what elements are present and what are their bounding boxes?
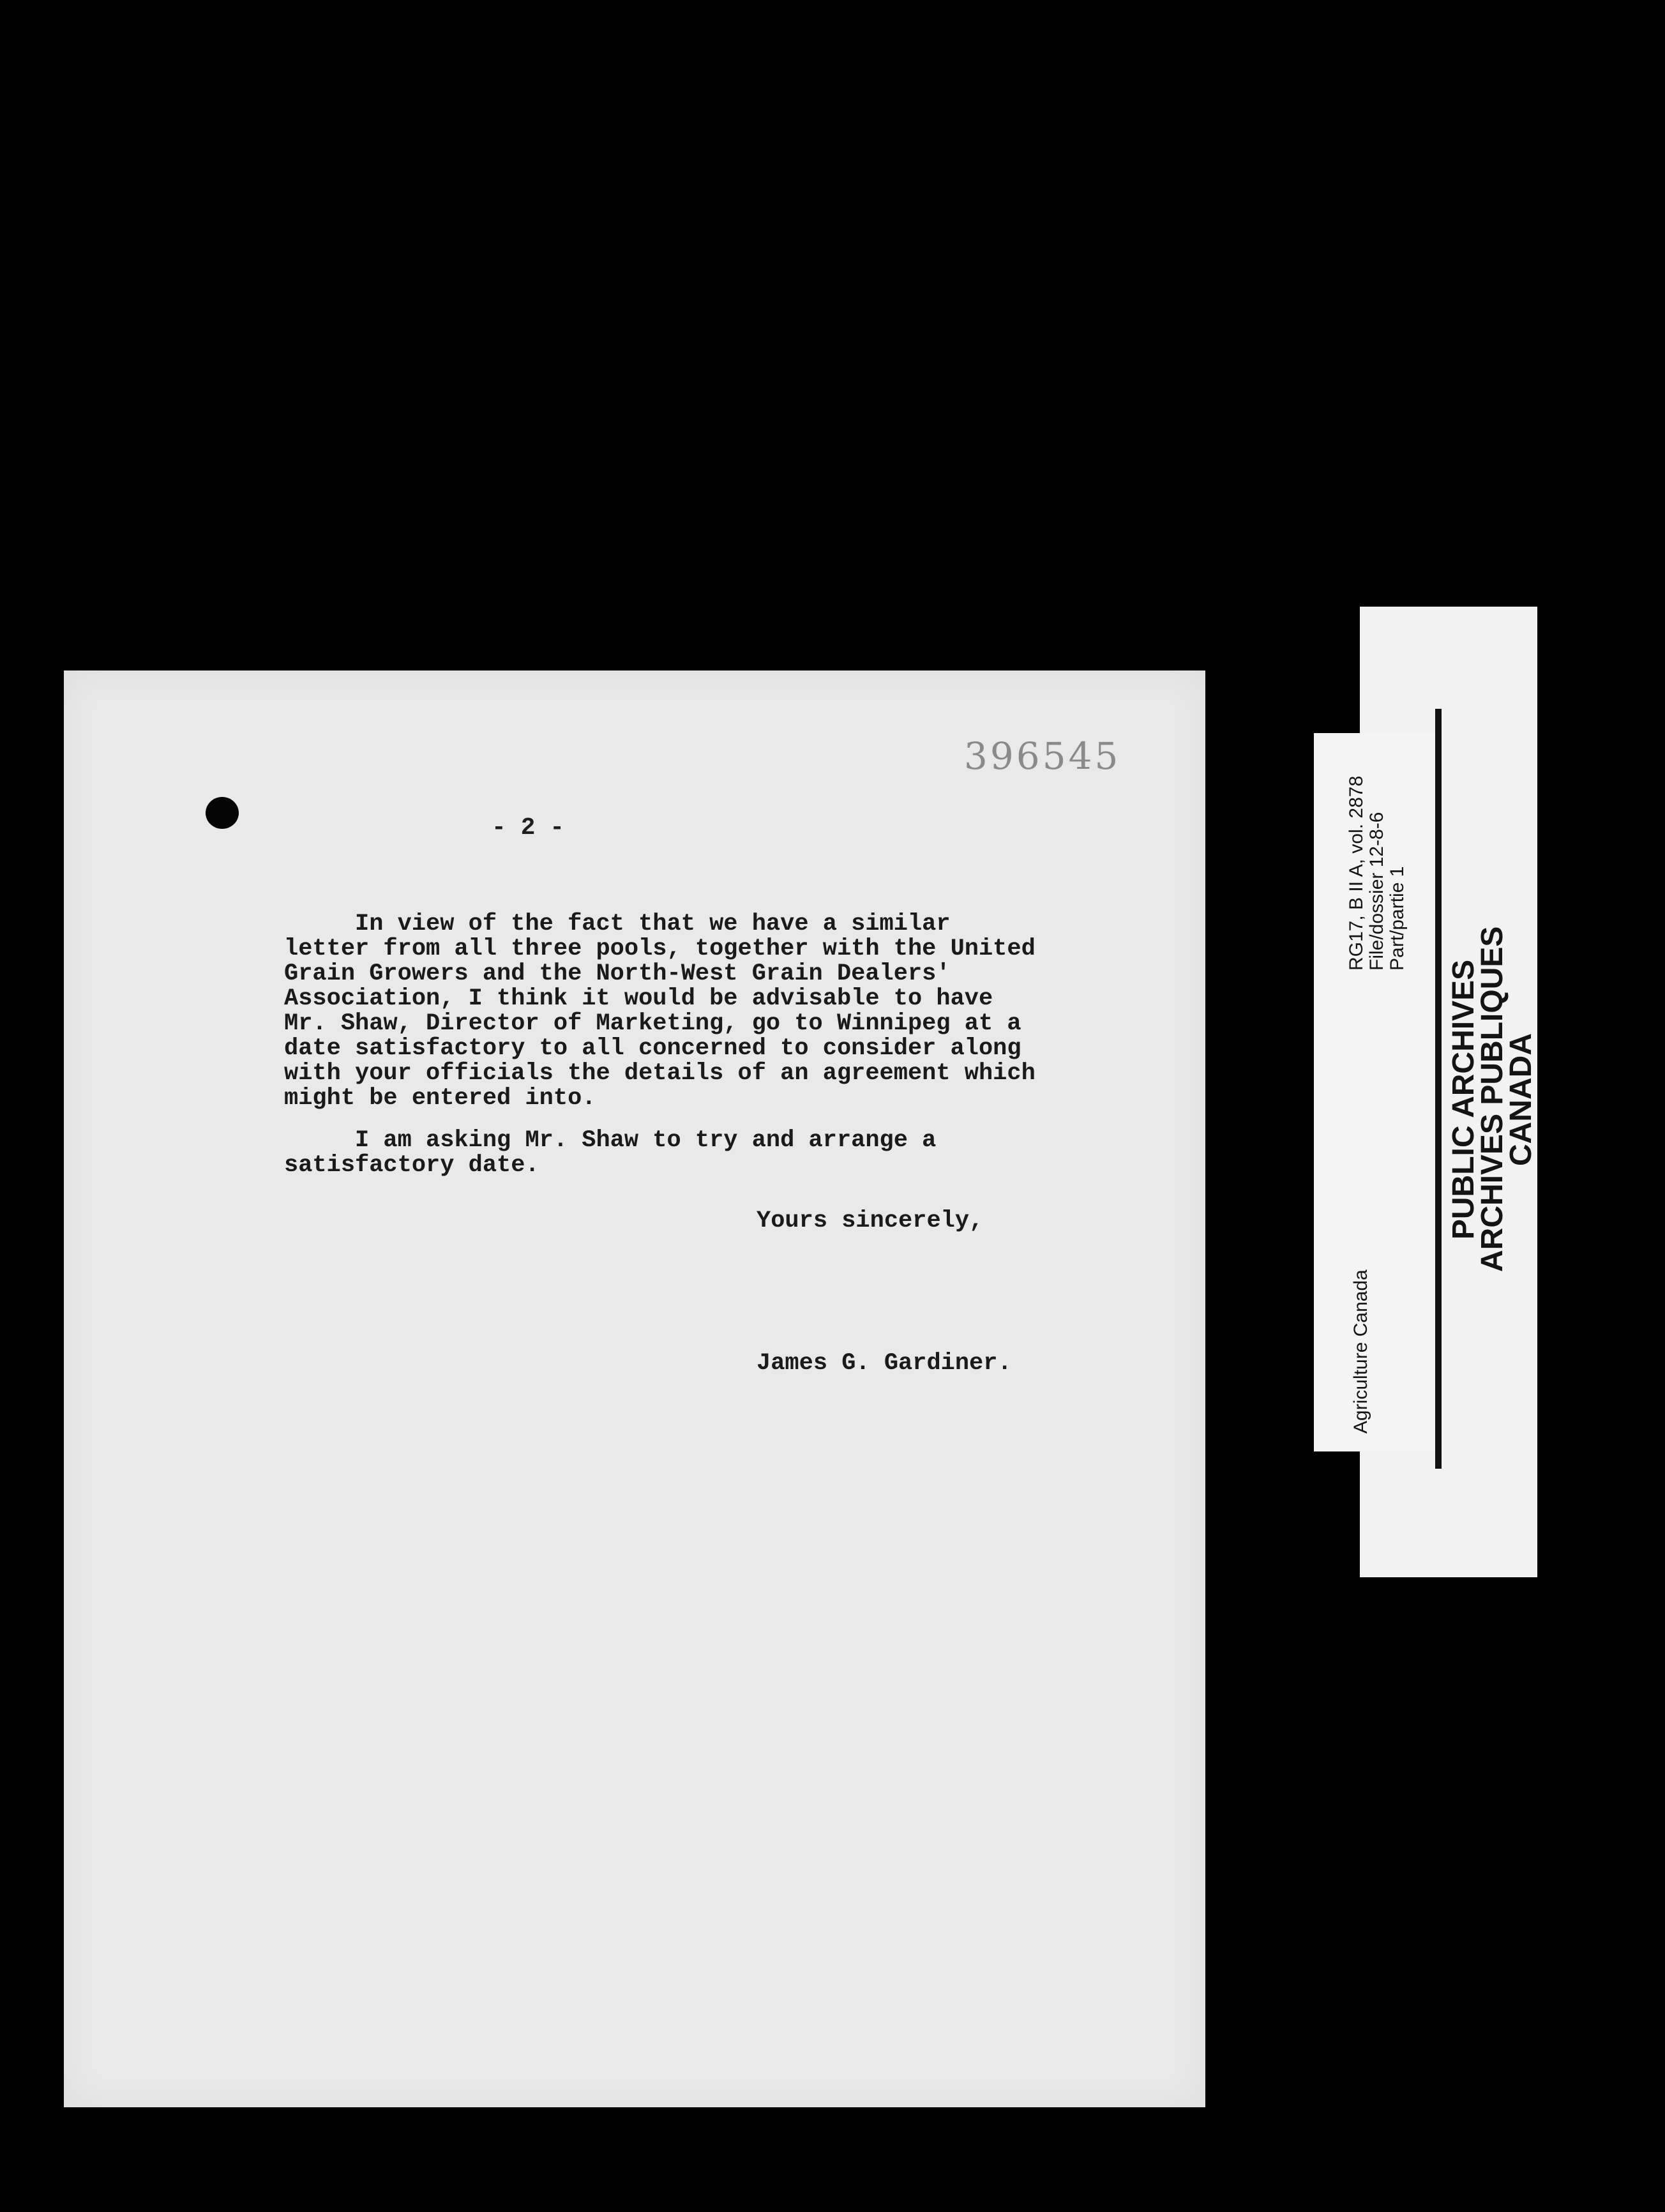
archives-name-english: PUBLIC ARCHIVES — [1447, 959, 1480, 1240]
letter-page — [64, 670, 1205, 2107]
archives-name-french: ARCHIVES PUBLIQUES — [1475, 926, 1509, 1272]
letter-paragraph-1: In view of the fact that we have a similar letter from all three pools, together with the United Grain Growers and the North-West Grain Dealers' Association, I think it would be advisable to have Mr. Shaw, Director of Marketing, go to Winnipeg at a date satisfactory to all concerned to consider along with your officials the details of an agreement which might be entered into. — [284, 911, 1036, 1112]
archive-reference-line-3: Part/partie 1 — [1387, 866, 1408, 971]
archive-reference-line-2: File/dossier 12-8-6 — [1366, 812, 1387, 971]
archive-label-divider — [1435, 709, 1442, 1469]
page-number: - 2 - — [492, 814, 565, 842]
archive-agency: Agriculture Canada — [1350, 1269, 1371, 1434]
punch-hole — [206, 797, 239, 829]
letter-paragraph-2: I am asking Mr. Shaw to try and arrange a satisfactory date. — [284, 1127, 937, 1179]
letter-signature: James G. Gardiner. — [757, 1350, 1012, 1377]
letter-closing: Yours sincerely, — [757, 1208, 984, 1234]
archive-reference-line-1: RG17, B II A, vol. 2878 — [1346, 775, 1367, 971]
document-stamp-number: 396545 — [964, 734, 1121, 778]
archives-country: CANADA — [1504, 1033, 1538, 1166]
